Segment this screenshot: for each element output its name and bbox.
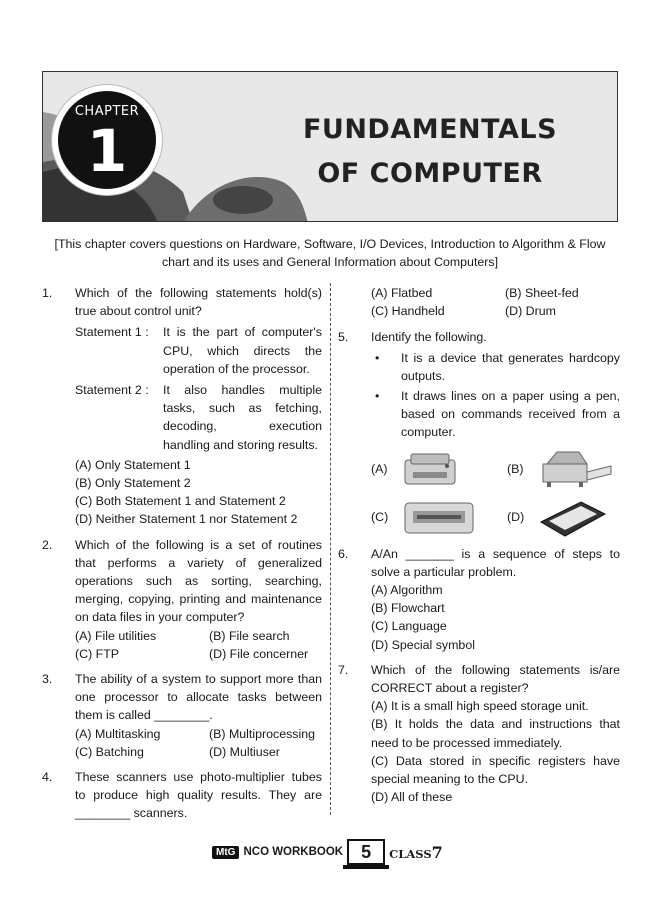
statement-2 bbox=[75, 381, 322, 454]
option-a[interactable]: (A) Only Statement 1 bbox=[75, 457, 191, 472]
chapter-number: 1 bbox=[86, 117, 128, 185]
question-number: 4. bbox=[42, 770, 53, 785]
inkjet-printer-icon bbox=[401, 497, 477, 537]
option-b[interactable]: (B) File search bbox=[209, 628, 290, 643]
class-label bbox=[389, 843, 443, 862]
statement-text: It also handles multiple tasks, such as fetching, decoding, execution handling and storing results. bbox=[163, 383, 322, 452]
question-number: 3. bbox=[42, 672, 53, 687]
question-3 bbox=[42, 670, 322, 761]
option-list bbox=[371, 581, 620, 654]
statement-text: It is the part of computer's CPU, which directs the operation of the processor. bbox=[163, 325, 322, 376]
question-text: Which of the following statements is/are CORRECT about a register? bbox=[371, 662, 620, 696]
question-number: 6. bbox=[338, 546, 349, 561]
question-7 bbox=[338, 661, 620, 807]
chapter-label: CHAPTER bbox=[74, 104, 140, 119]
option-b[interactable]: (B) Multiprocessing bbox=[209, 726, 316, 741]
clue-bullet-1: • It is a device that generates hardcopy outputs. bbox=[371, 349, 620, 385]
option-c[interactable]: (C) FTP bbox=[75, 646, 120, 661]
class-text: CLASS bbox=[389, 846, 432, 861]
question-text: These scanners use photo-multiplier tubes to produce high quality results. They are ________ scanners. bbox=[75, 770, 322, 821]
brand-logo: MtG bbox=[212, 846, 239, 859]
option-a-label: (A) bbox=[371, 461, 388, 476]
option-a[interactable]: (A) Flatbed bbox=[371, 286, 433, 300]
column-divider bbox=[330, 283, 331, 815]
image-option-c[interactable] bbox=[371, 496, 507, 538]
question-4 bbox=[42, 768, 322, 823]
option-list bbox=[371, 697, 620, 806]
chapter-intro: [This chapter covers questions on Hardware, Software, I/O Devices, Introduction to Algorithm & Flow chart and its uses and General Information about Computers] bbox=[54, 237, 606, 269]
statement-label: Statement 2 : bbox=[75, 383, 149, 398]
question-6 bbox=[338, 545, 620, 654]
flatbed-scanner-icon bbox=[537, 496, 607, 538]
option-d[interactable]: (D) Drum bbox=[505, 304, 556, 319]
image-option-d[interactable] bbox=[507, 496, 620, 538]
option-c[interactable]: (C) Language bbox=[371, 619, 447, 634]
chapter-badge bbox=[52, 85, 162, 195]
option-a[interactable]: (A) File utilities bbox=[75, 628, 157, 643]
option-b[interactable]: (B) It holds the data and instructions that need to be processed immediately. bbox=[371, 717, 620, 750]
option-c[interactable]: (C) Batching bbox=[75, 744, 144, 759]
question-4-options bbox=[338, 284, 620, 320]
option-c[interactable]: (C) Handheld bbox=[371, 304, 445, 319]
option-b[interactable]: (B) Flowchart bbox=[371, 601, 445, 616]
question-text: A/An _______ is a sequence of steps to solve a particular problem. bbox=[371, 546, 620, 579]
question-number: 1. bbox=[42, 286, 53, 300]
workbook-label: NCO WORKBOOK bbox=[243, 846, 344, 858]
option-list bbox=[371, 284, 620, 320]
question-text: Which of the following statements hold(s) true about control unit? bbox=[75, 286, 322, 319]
option-list bbox=[75, 456, 322, 529]
image-option-grid bbox=[371, 448, 620, 538]
option-list bbox=[75, 627, 322, 663]
option-c[interactable]: (C) Data stored in specific registers have special meaning to the CPU. bbox=[371, 753, 620, 787]
question-number: 2. bbox=[42, 537, 53, 552]
left-column bbox=[42, 284, 322, 830]
question-text: Which of the following is a set of routines that performs a variety of generalized operations such as sorting, searching, merging, copying, printing and maintenance on data files in your computer? bbox=[75, 537, 322, 625]
chapter-title bbox=[290, 108, 570, 196]
option-d[interactable]: (D) Multiuser bbox=[209, 744, 280, 759]
option-list bbox=[75, 725, 322, 761]
option-d[interactable]: (D) Neither Statement 1 nor Statement 2 bbox=[75, 512, 298, 527]
option-d[interactable]: (D) Special symbol bbox=[371, 637, 475, 652]
page-number: 5 bbox=[347, 839, 385, 865]
image-option-a[interactable] bbox=[371, 448, 507, 490]
option-c[interactable]: (C) Both Statement 1 and Statement 2 bbox=[75, 494, 286, 509]
option-c-label: (C) bbox=[371, 509, 389, 524]
option-d[interactable]: (D) All of these bbox=[371, 790, 453, 805]
question-text: The ability of a system to support more than one processor to allocate tasks between them is called ________. bbox=[75, 672, 322, 723]
option-b-label: (B) bbox=[507, 461, 524, 476]
option-b[interactable]: (B) Only Statement 2 bbox=[75, 476, 191, 491]
question-number: 7. bbox=[338, 662, 349, 677]
option-a[interactable]: (A) It is a small high speed storage unit. bbox=[371, 699, 589, 714]
question-5 bbox=[338, 328, 620, 537]
right-column bbox=[338, 284, 620, 813]
question-1 bbox=[42, 284, 322, 529]
chapter-title-line2: OF COMPUTER bbox=[317, 158, 543, 189]
question-2 bbox=[42, 536, 322, 663]
laser-printer-icon bbox=[401, 450, 459, 488]
statement-1 bbox=[75, 323, 322, 378]
option-a[interactable]: (A) Algorithm bbox=[371, 583, 443, 598]
class-number: 7 bbox=[431, 842, 443, 862]
option-b[interactable]: (B) Sheet-fed bbox=[505, 286, 579, 300]
page-footer bbox=[212, 838, 443, 866]
plotter-icon bbox=[537, 450, 613, 488]
clue-bullet-2: • It draws lines on a paper using a pen, based on commands received from a computer. bbox=[371, 387, 620, 442]
chapter-title-line1: FUNDAMENTALS bbox=[302, 114, 558, 145]
image-option-b[interactable] bbox=[507, 448, 620, 490]
question-text: Identify the following. bbox=[371, 330, 487, 345]
statement-label: Statement 1 : bbox=[75, 325, 149, 340]
option-d-label: (D) bbox=[507, 509, 525, 524]
option-a[interactable]: (A) Multitasking bbox=[75, 726, 161, 741]
question-number: 5. bbox=[338, 330, 349, 345]
option-d[interactable]: (D) File concerner bbox=[209, 646, 309, 661]
